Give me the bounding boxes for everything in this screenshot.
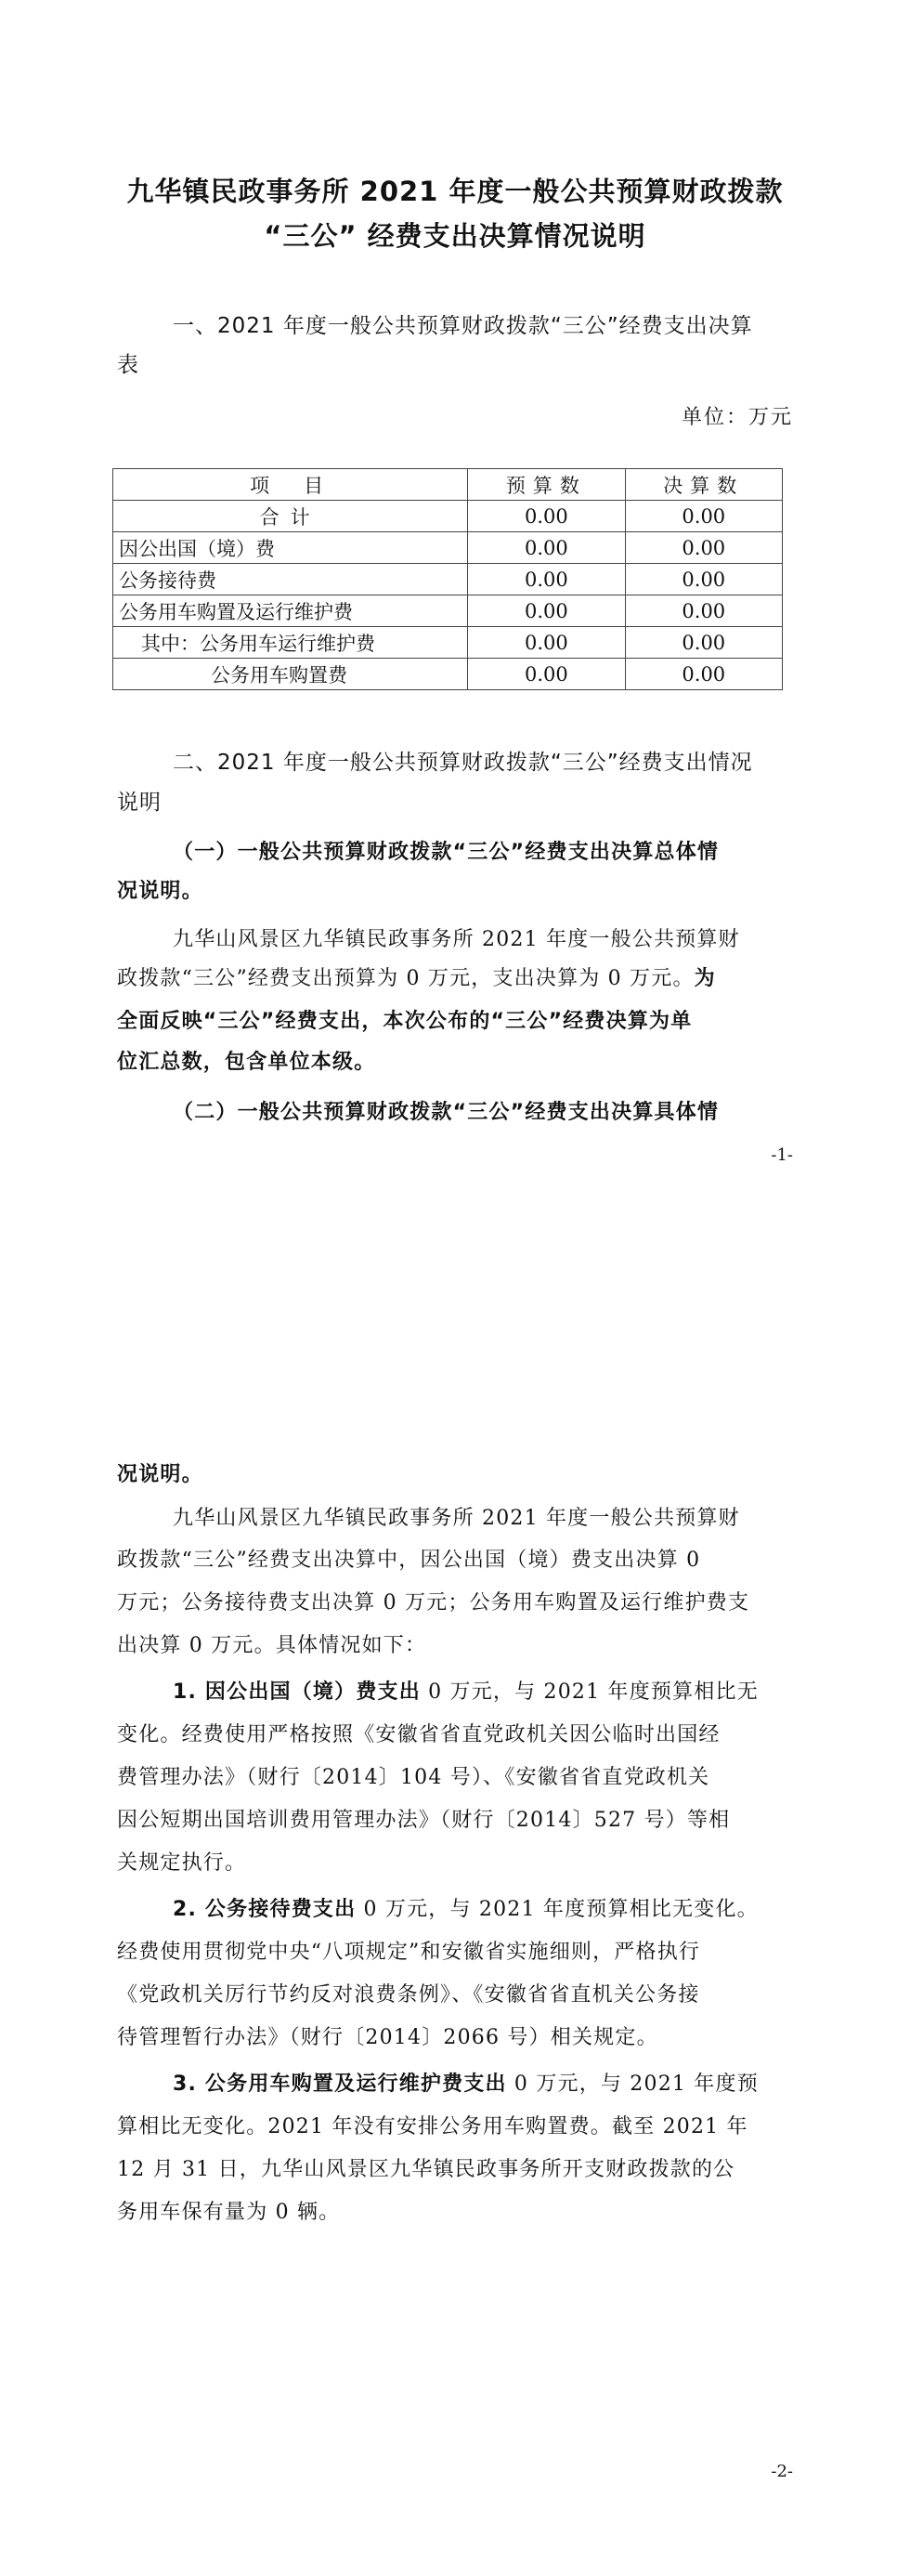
row-label: 其中：公务用车运行维护费 (113, 627, 468, 659)
item2-line: 待管理暂行办法》（财行〔2014〕2066 号）相关规定。 (117, 2026, 658, 2049)
header-budget: 预算数 (468, 469, 625, 501)
page-number: -2- (771, 2462, 793, 2481)
table-row (113, 659, 783, 690)
paragraph2-line: 政拨款“三公”经费支出决算中，因公出国（境）费支出决算 0 (117, 1549, 701, 1572)
table-row-total (113, 501, 783, 532)
paragraph1-line: 全面反映“三公”经费支出，本次公布的“三公”经费决算为单 (117, 1010, 693, 1033)
table-header-row (113, 469, 783, 501)
item1-line: 关规定执行。 (117, 1851, 247, 1875)
paragraph1-line (117, 961, 716, 998)
row-budget: 0.00 (468, 659, 625, 690)
paragraph1-line: 九华山风景区九华镇民政事务所 2021 年度一般公共预算财 (173, 928, 740, 951)
three-public-expense-table (112, 468, 783, 690)
paragraph1-bold: 为 (694, 967, 716, 990)
unit-label: 单位：万元 (681, 406, 793, 429)
total-label: 合计 (113, 501, 468, 532)
item1-line (173, 1674, 759, 1711)
paragraph2-line: 出决算 0 万元。具体情况如下： (117, 1634, 427, 1657)
subsection2-heading: （二）一般公共预算财政拨款“三公”经费支出决算具体情 (173, 1101, 720, 1124)
item2-text: 0 万元，与 2021 年度预算相比无变化。 (356, 1898, 759, 1921)
paragraph2-line: 九华山风景区九华镇民政事务所 2021 年度一般公共预算财 (173, 1507, 740, 1530)
total-actual: 0.00 (625, 501, 782, 532)
item2-line: 经费使用贯彻党中央“八项规定”和安徽省实施细则，严格执行 (117, 1941, 701, 1964)
table-row (113, 595, 783, 627)
section1-heading-cont: 表 (117, 353, 139, 377)
row-budget: 0.00 (468, 564, 625, 595)
row-budget: 0.00 (468, 627, 625, 659)
row-actual: 0.00 (625, 564, 782, 595)
item1-line: 变化。经费使用严格按照《安徽省省直党政机关因公临时出国经 (117, 1723, 721, 1746)
row-actual: 0.00 (625, 659, 782, 690)
table-row (113, 532, 783, 564)
paragraph1-text: 政拨款“三公”经费支出预算为 0 万元，支出决算为 0 万元。 (117, 967, 695, 990)
paragraph2-line: 万元；公务接待费支出决算 0 万元；公务用车购置及运行维护费支 (117, 1591, 750, 1615)
document-title-line2: “三公” 经费支出决算情况说明 (264, 220, 646, 252)
item1-text: 0 万元，与 2021 年度预算相比无 (420, 1680, 759, 1704)
section2-heading: 二、2021 年度一般公共预算财政拨款“三公”经费支出情况 (173, 751, 753, 775)
header-actual: 决算数 (625, 469, 782, 501)
item3-line: 算相比无变化。2021 年没有安排公务用车购置费。截至 2021 年 (117, 2115, 748, 2138)
item3-title: 3. 公务用车购置及运行维护费支出 (173, 2073, 507, 2096)
row-label: 公务接待费 (113, 564, 468, 595)
row-budget: 0.00 (468, 595, 625, 627)
item2-line (173, 1891, 759, 1929)
item3-line (173, 2066, 759, 2103)
total-budget: 0.00 (468, 501, 625, 532)
item2-line: 《党政机关厉行节约反对浪费条例》、《安徽省省直机关公务接 (117, 1983, 700, 2007)
item1-title: 1. 因公出国（境）费支出 (173, 1680, 421, 1704)
row-label: 公务用车购置费 (113, 659, 468, 690)
paragraph1-line: 位汇总数，包含单位本级。 (117, 1051, 376, 1074)
row-actual: 0.00 (625, 532, 782, 564)
item3-line: 务用车保有量为 0 辆。 (117, 2201, 341, 2224)
table-row (113, 564, 783, 595)
row-label: 因公出国（境）费 (113, 532, 468, 564)
item1-line: 因公短期出国培训费用管理办法》（财行〔2014〕527 号）等相 (117, 1809, 731, 1832)
item2-title: 2. 公务接待费支出 (173, 1898, 357, 1921)
row-actual: 0.00 (625, 595, 782, 627)
section2-heading-cont: 说明 (117, 791, 162, 815)
header-item: 项 目 (113, 469, 468, 501)
item1-line: 费管理办法》（财行〔2014〕104 号）、《安徽省省直党政机关 (117, 1766, 710, 1789)
item3-text: 0 万元，与 2021 年度预 (506, 2073, 759, 2096)
subsection2-heading-cont: 况说明。 (117, 1463, 203, 1486)
item3-line: 12 月 31 日，九华山风景区九华镇民政事务所开支财政拨款的公 (117, 2158, 735, 2181)
page-number: -1- (771, 1145, 793, 1165)
subsection1-heading: （一）一般公共预算财政拨款“三公”经费支出决算总体情 (173, 841, 720, 864)
document-title-line1: 九华镇民政事务所 2021 年度一般公共预算财政拨款 (126, 176, 784, 207)
row-actual: 0.00 (625, 627, 782, 659)
subsection1-heading-cont: 况说明。 (117, 880, 203, 903)
row-label: 公务用车购置及运行维护费 (113, 595, 468, 627)
row-budget: 0.00 (468, 532, 625, 564)
table-row (113, 627, 783, 659)
section1-heading: 一、2021 年度一般公共预算财政拨款“三公”经费支出决算 (173, 314, 753, 338)
